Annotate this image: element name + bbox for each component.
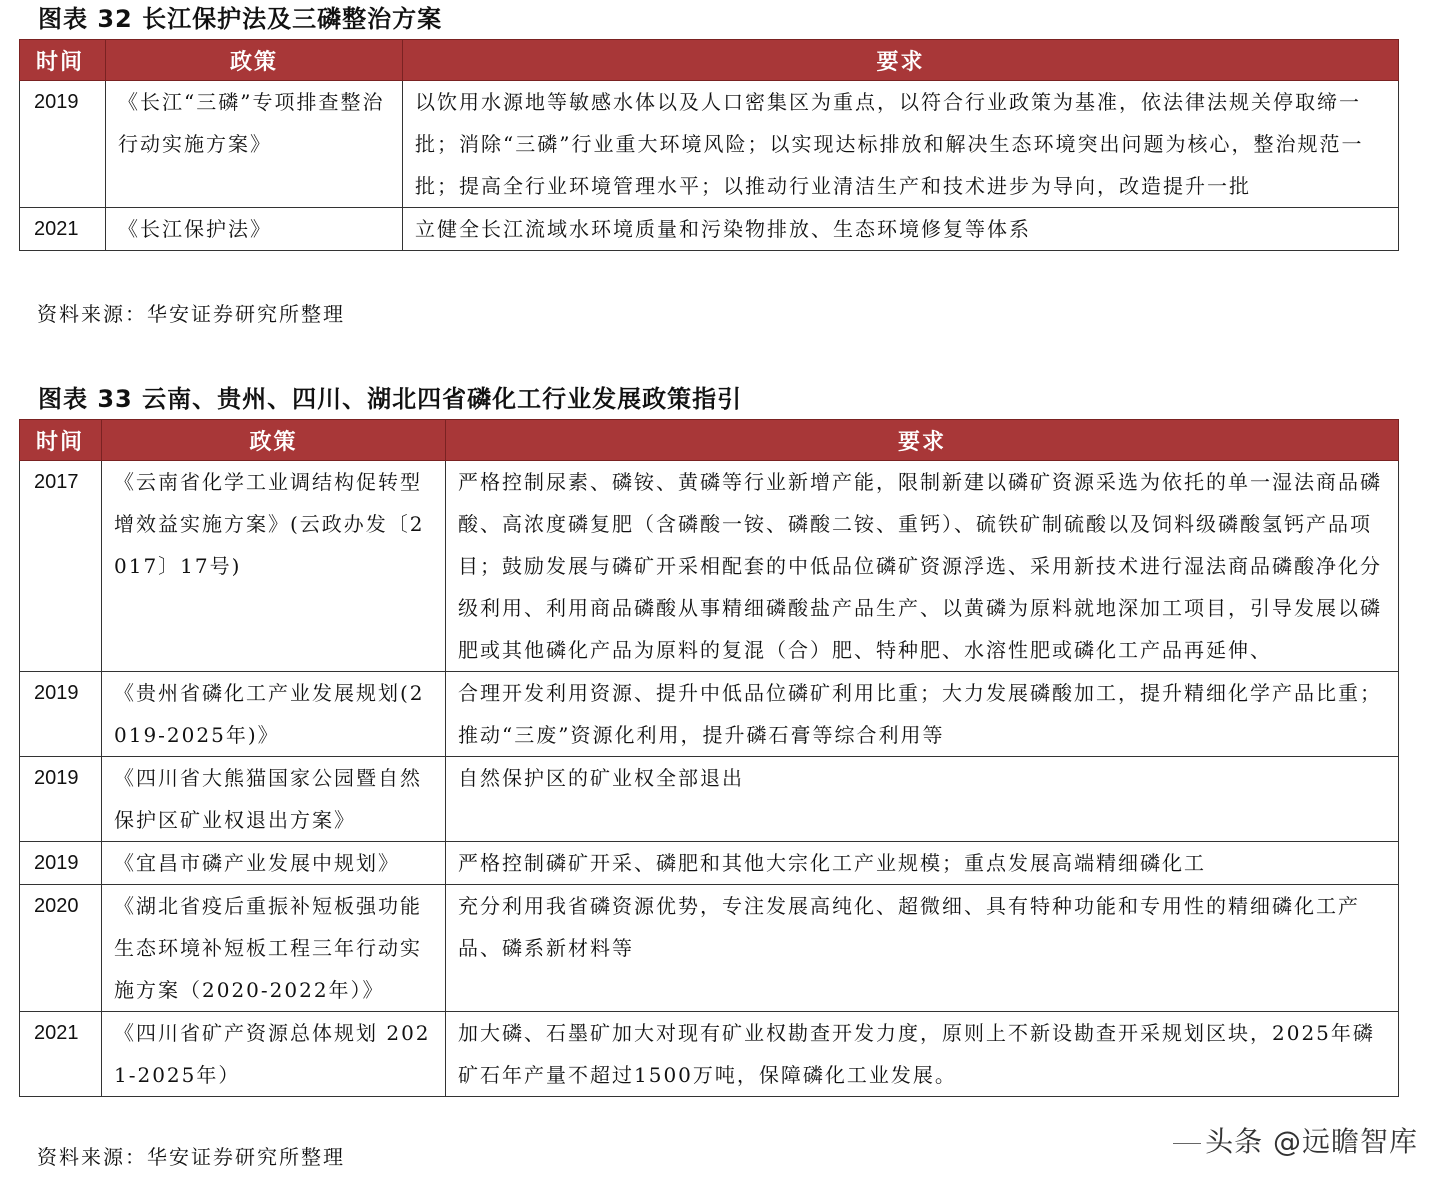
table32 — [19, 39, 1399, 251]
row-requirement: 合理开发利用资源、提升中低品位磷矿利用比重；大力发展磷酸加工，提升精细化学产品比重；推动“三废”资源化利用，提升磷石膏等综合利用等 — [446, 672, 1399, 757]
row-policy: 《云南省化学工业调结构促转型增效益实施方案》(云政办发〔2017〕17号) — [102, 461, 446, 672]
row-year: 2019 — [20, 842, 102, 885]
watermark-rule — [1173, 1143, 1201, 1144]
table32-title: 图表 32 长江保护法及三磷整治方案 — [38, 5, 443, 33]
row-year: 2021 — [20, 208, 106, 251]
row-year: 2017 — [20, 461, 102, 672]
row-year: 2019 — [20, 672, 102, 757]
table33-header-row — [20, 420, 1399, 461]
table-row — [20, 885, 1399, 1012]
header-policy: 政策 — [102, 420, 446, 461]
table-row — [20, 208, 1399, 251]
header-policy: 政策 — [106, 40, 403, 81]
row-policy: 《四川省大熊猫国家公园暨自然保护区矿业权退出方案》 — [102, 757, 446, 842]
row-year: 2019 — [20, 81, 106, 208]
table-row — [20, 461, 1399, 672]
table-row — [20, 81, 1399, 208]
table33-source: 资料来源：华安证券研究所整理 — [37, 1145, 345, 1169]
table32-source: 资料来源：华安证券研究所整理 — [37, 302, 345, 326]
row-policy: 《贵州省磷化工产业发展规划(2019-2025年)》 — [102, 672, 446, 757]
header-time: 时间 — [20, 40, 106, 81]
table32-header-row — [20, 40, 1399, 81]
watermark-text: 头条 @远瞻智库 — [1205, 1125, 1418, 1158]
header-requirement: 要求 — [403, 40, 1399, 81]
row-requirement: 严格控制尿素、磷铵、黄磷等行业新增产能，限制新建以磷矿资源采选为依托的单一湿法商品磷酸、高浓度磷复肥（含磷酸一铵、磷酸二铵、重钙）、硫铁矿制硫酸以及饲料级磷酸氢钙产品项目；鼓励发展与磷矿开采相配套的中低品位磷矿资源浮选、采用新技术进行湿法商品磷酸净化分级利用、利用商品磷酸从事精细磷酸盐产品生产、以黄磷为原料就地深加工项目，引导发展以磷肥或其他磷化产品为原料的复混（合）肥、特种肥、水溶性肥或磷化工产品再延伸、 — [446, 461, 1399, 672]
row-year: 2020 — [20, 885, 102, 1012]
row-year: 2021 — [20, 1012, 102, 1097]
row-requirement: 充分利用我省磷资源优势，专注发展高纯化、超微细、具有特种功能和专用性的精细磷化工产品、磷系新材料等 — [446, 885, 1399, 1012]
table-row — [20, 842, 1399, 885]
header-requirement: 要求 — [446, 420, 1399, 461]
row-year: 2019 — [20, 757, 102, 842]
row-policy: 《长江保护法》 — [106, 208, 403, 251]
table33-title: 图表 33 云南、贵州、四川、湖北四省磷化工行业发展政策指引 — [38, 385, 743, 413]
table33 — [19, 419, 1399, 1097]
row-requirement: 严格控制磷矿开采、磷肥和其他大宗化工产业规模；重点发展高端精细磷化工 — [446, 842, 1399, 885]
watermark — [1173, 1120, 1418, 1160]
table-row — [20, 1012, 1399, 1097]
row-policy: 《长江“三磷”专项排查整治行动实施方案》 — [106, 81, 403, 208]
row-policy: 《湖北省疫后重振补短板强功能生态环境补短板工程三年行动实施方案（2020-2022年）》 — [102, 885, 446, 1012]
table-row — [20, 757, 1399, 842]
row-policy: 《宜昌市磷产业发展中规划》 — [102, 842, 446, 885]
row-policy: 《四川省矿产资源总体规划 2021-2025年） — [102, 1012, 446, 1097]
table-row — [20, 672, 1399, 757]
header-time: 时间 — [20, 420, 102, 461]
row-requirement: 自然保护区的矿业权全部退出 — [446, 757, 1399, 842]
row-requirement: 立健全长江流域水环境质量和污染物排放、生态环境修复等体系 — [403, 208, 1399, 251]
row-requirement: 加大磷、石墨矿加大对现有矿业权勘查开发力度，原则上不新设勘查开采规划区块，2025年磷矿石年产量不超过1500万吨，保障磷化工业发展。 — [446, 1012, 1399, 1097]
row-requirement: 以饮用水源地等敏感水体以及人口密集区为重点，以符合行业政策为基准，依法律法规关停取缔一批；消除“三磷”行业重大环境风险；以实现达标排放和解决生态环境突出问题为核心，整治规范一批；提高全行业环境管理水平；以推动行业清洁生产和技术进步为导向，改造提升一批 — [403, 81, 1399, 208]
